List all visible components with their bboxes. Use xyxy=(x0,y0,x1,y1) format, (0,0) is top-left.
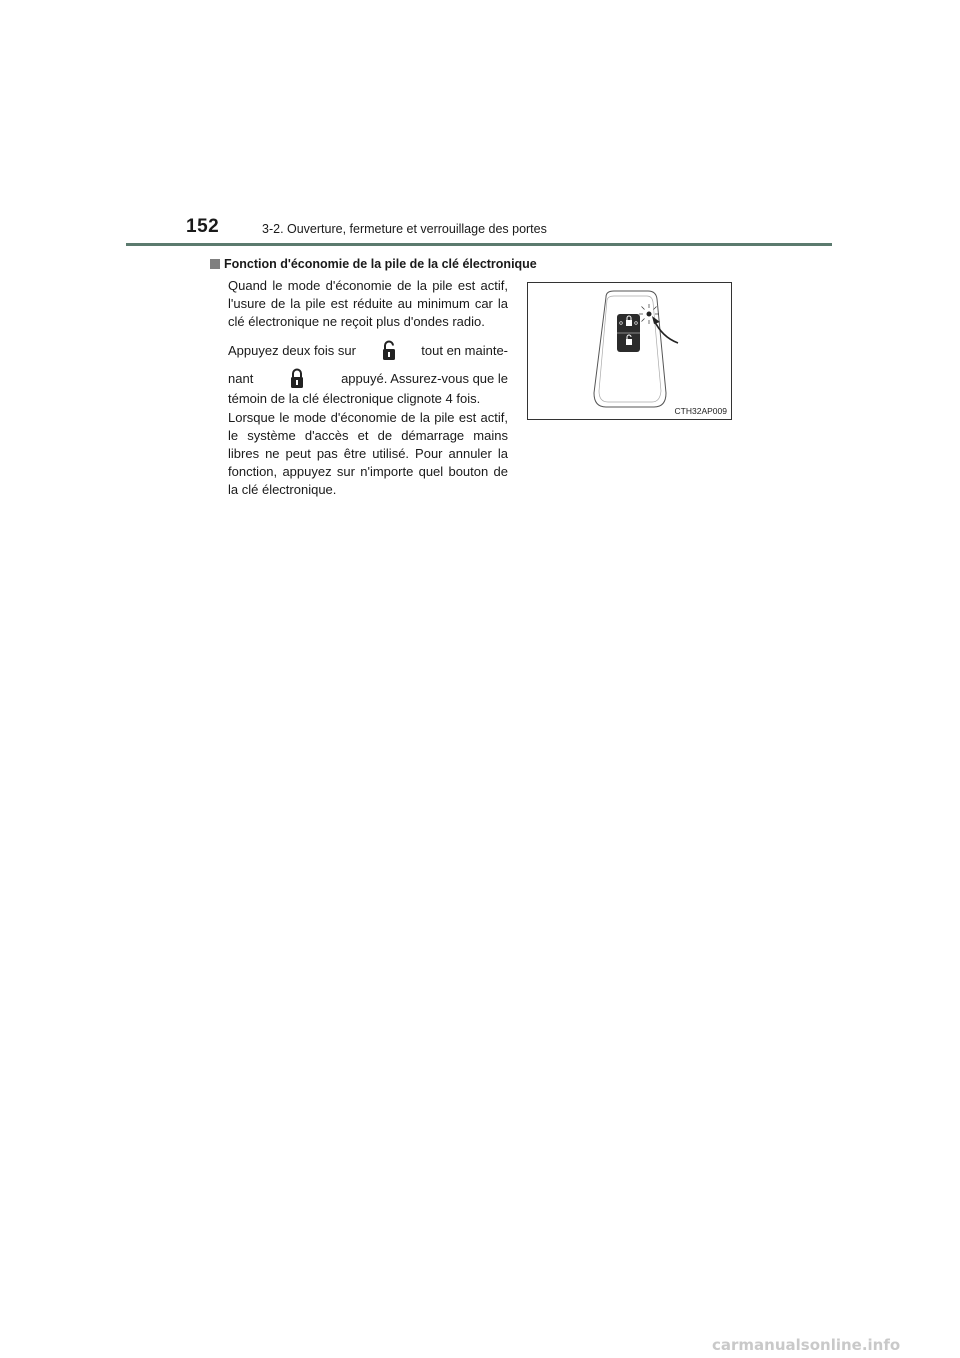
header-divider xyxy=(126,243,832,246)
section-heading-text: Fonction d'économie de la pile de la clé électronique xyxy=(224,257,537,271)
electronic-key-illustration xyxy=(528,283,731,419)
watermark: carmanualsonline.info xyxy=(712,1336,901,1354)
electronic-key-figure xyxy=(527,282,732,420)
paragraph-system-disabled: Lorsque le mode d'économie de la pile est actif, le système d'accès et de démarrage mains libres ne peut pas être utilisé. Pour annuler la fonction, appuyez sur n'importe quel bouton de la clé électronique. xyxy=(228,410,508,497)
instruction-text-b2: appuyé. Assurez-vous que le xyxy=(341,370,508,386)
paragraph-battery-saving: Quand le mode d'économie de la pile est actif, l'usure de la pile est réduite au minimum car la clé électronique ne reçoit plus d'ondes radio. xyxy=(228,278,508,329)
lock-icon xyxy=(285,366,309,390)
instruction-text-a1: Appuyez deux fois sur xyxy=(228,342,356,358)
section-title: 3-2. Ouverture, fermeture et verrouillage des portes xyxy=(262,222,547,236)
instruction-text-b1: nant xyxy=(228,370,254,386)
bullet-square-icon xyxy=(210,259,220,269)
instruction-line-1 xyxy=(228,338,508,362)
instruction-text-c: témoin de la clé électronique clignote 4 fois. xyxy=(228,391,481,406)
unlock-icon xyxy=(377,338,401,362)
instruction-line-2 xyxy=(228,366,508,390)
section-heading xyxy=(210,257,537,271)
instruction-text-a2: tout en mainte- xyxy=(421,342,508,358)
figure-code: CTH32AP009 xyxy=(674,406,727,416)
page-number: 152 xyxy=(186,216,220,237)
